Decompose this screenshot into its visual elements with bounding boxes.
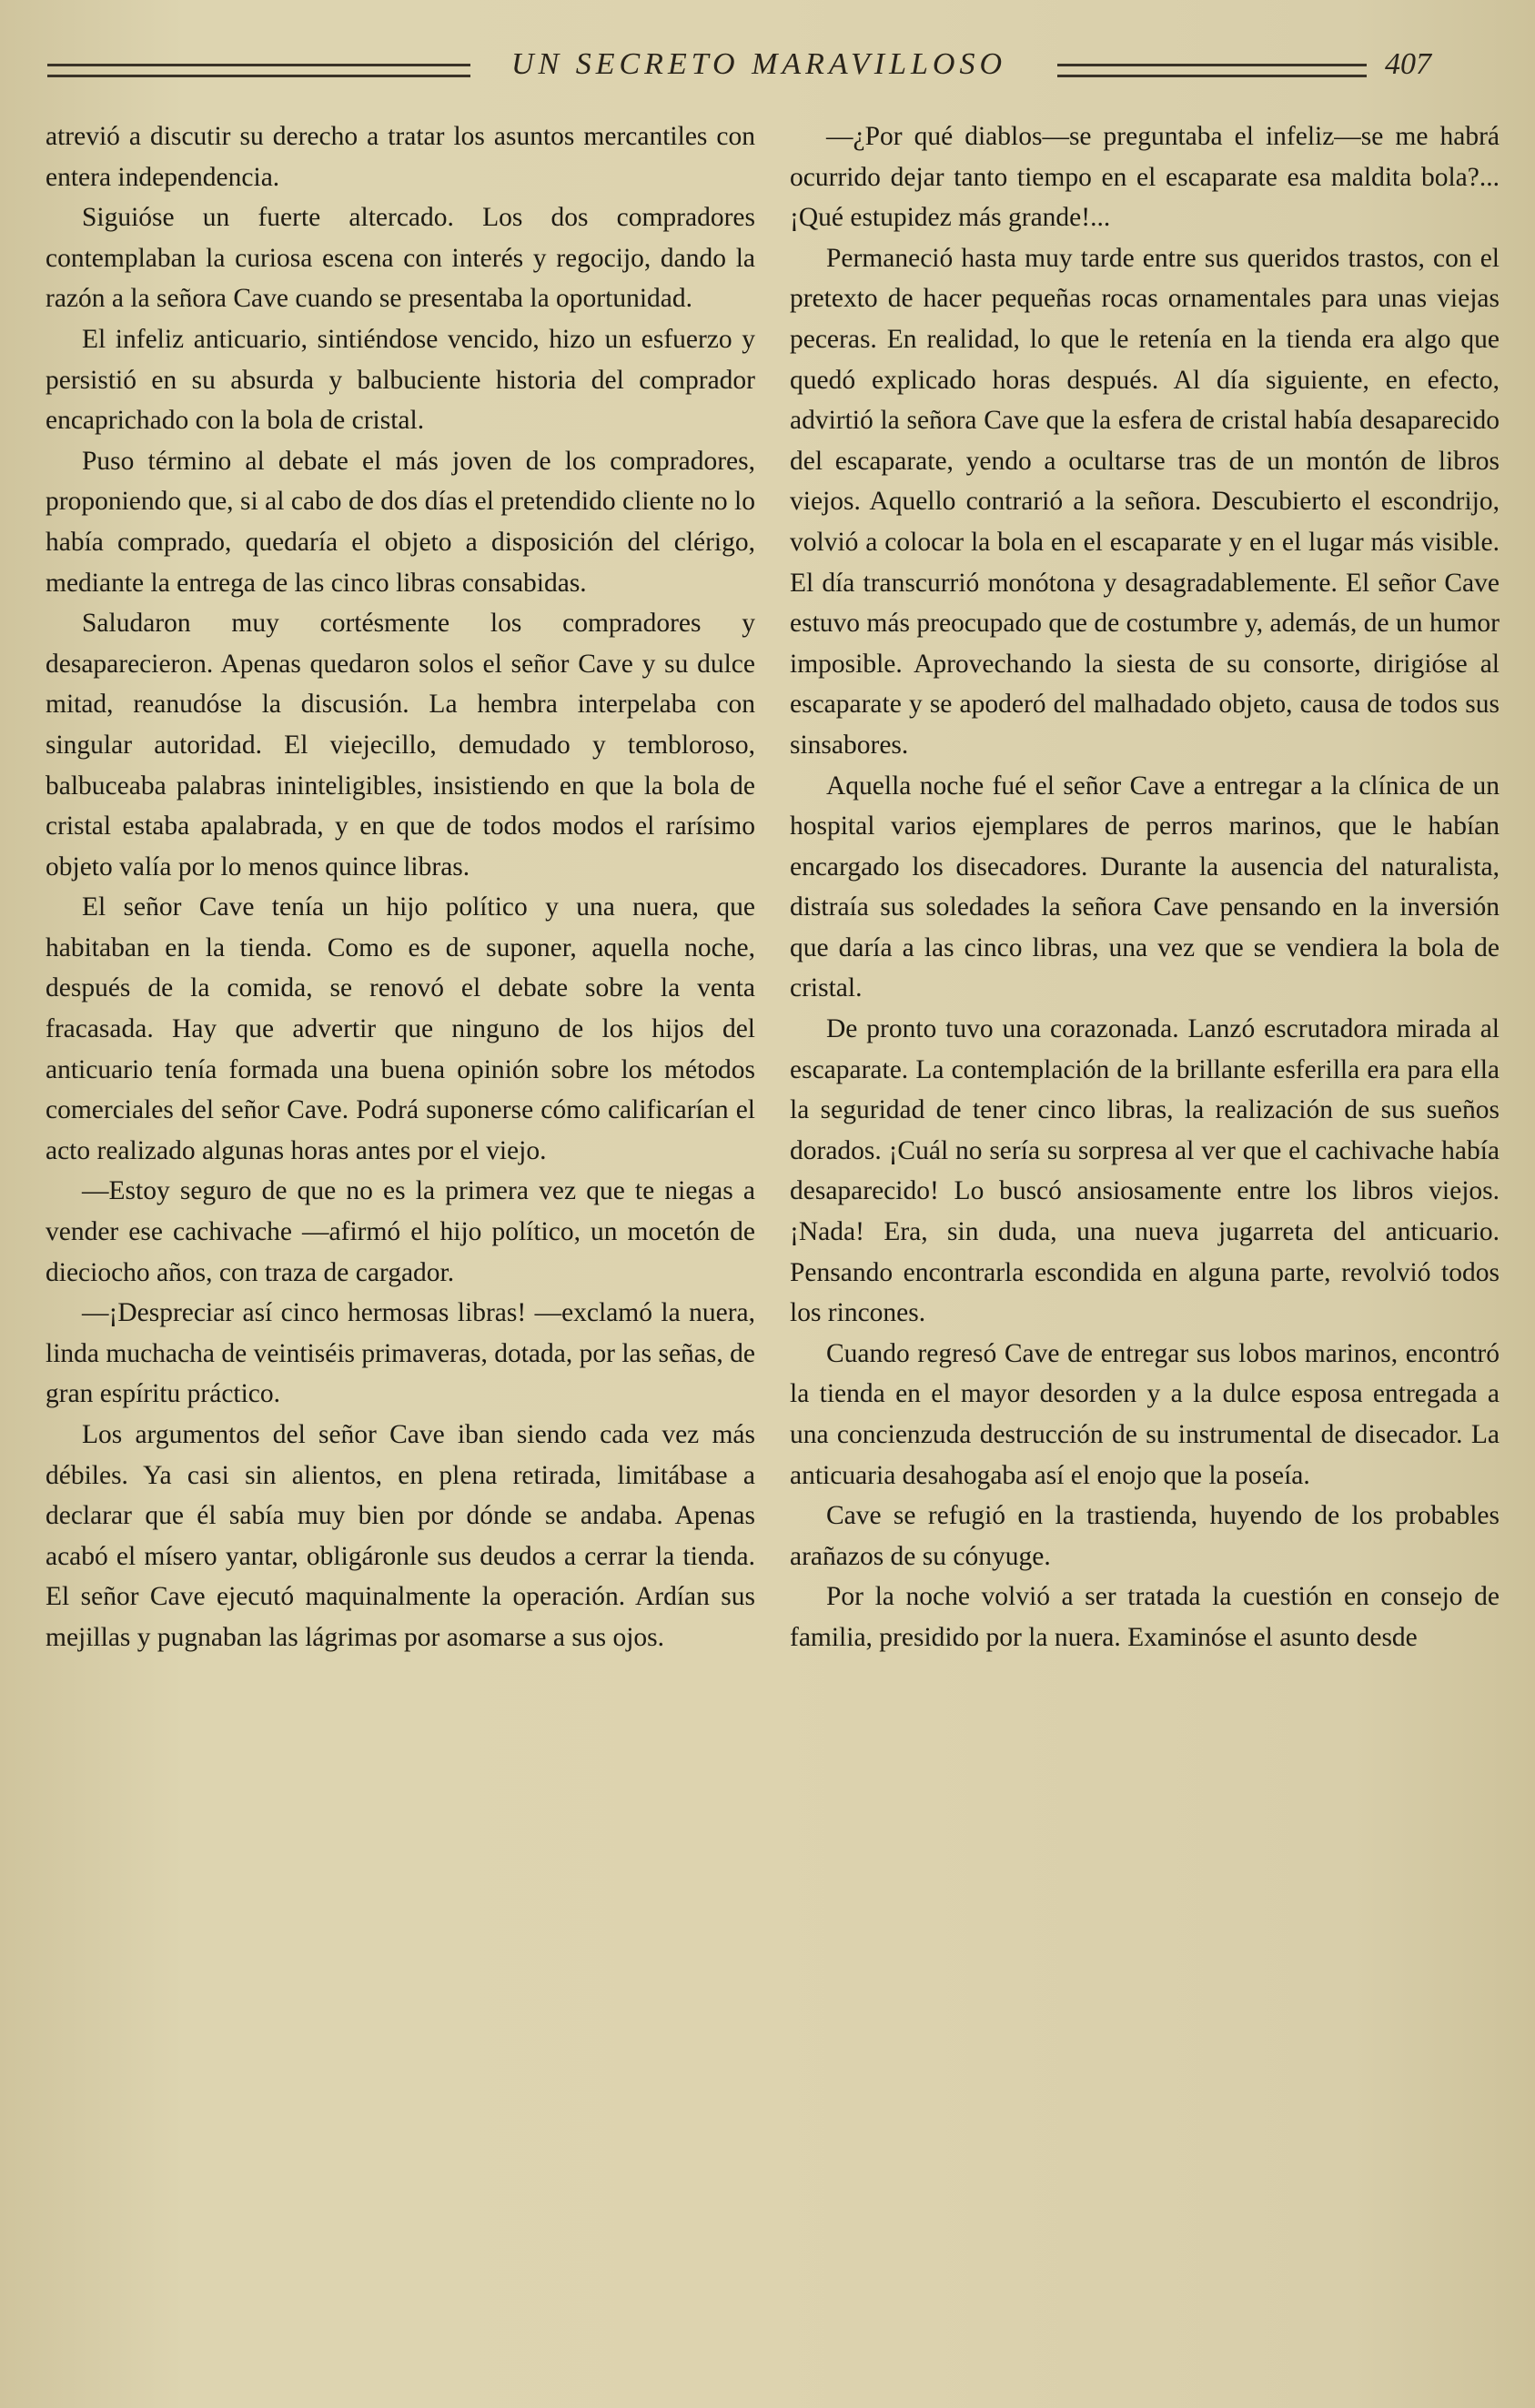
paragraph: El infeliz anticuario, sintiéndose vencido, hizo un esfuerzo y persistió en su absurda y balbuciente historia del comprador encaprichado con la bola de cristal. <box>45 324 755 436</box>
paragraph: Cuando regresó Cave de entregar sus lobos marinos, encontró la tienda en el mayor desorden y a la dulce esposa entregada a una concienzuda destrucción de su instrumental de disecador. La anticuaria desahogaba así el enojo que la poseía. <box>790 1338 1500 1490</box>
left-column <box>45 116 755 1658</box>
paragraph: atrevió a discutir su derecho a tratar los asuntos mercantiles con entera independencia. <box>45 122 755 192</box>
paragraph: De pronto tuvo una corazonada. Lanzó escrutadora mirada al escaparate. La contemplación de la brillante esferilla era para ella la seguridad de tener cinco libras, la realización de sus sueños dorados. ¡Cuál no sería su sorpresa al ver que el cachivache había desaparecido! Lo buscó ansiosamente entre los libros viejos. ¡Nada! Era, sin duda, una nueva jugarreta del anticuario. Pensando encontrarla escondida en alguna parte, revolvió todos los rincones. <box>790 1014 1500 1328</box>
paragraph: —¿Por qué diablos—se preguntaba el infeliz—se me habrá ocurrido dejar tanto tiempo en el escaparate esa maldita bola?... ¡Qué estupidez más grande!... <box>790 122 1500 233</box>
paragraph: Puso término al debate el más joven de los compradores, proponiendo que, si al cabo de dos días el pretendido cliente no lo había comprado, quedaría el objeto a disposición del clérigo, mediante la entrega de las cinco libras consabidas. <box>45 446 755 598</box>
paragraph: Saludaron muy cortésmente los compradores y desaparecieron. Apenas quedaron solos el señor Cave y su dulce mitad, reanudóse la discusión. La hembra interpelaba con singular autoridad. El viejecillo, demudado y tembloroso, balbuceaba palabras ininteligibles, insistiendo en que la bola de cristal estaba apalabrada, y en que de todos modos el rarísimo objeto valía por lo menos quince libras. <box>45 609 755 882</box>
paragraph: Aquella noche fué el señor Cave a entregar a la clínica de un hospital varios ejemplares de perros marinos, que le habían encargado los disecadores. Durante la ausencia del naturalista, distraía sus soledades la señora Cave pensando en la inversión que daría a las cinco libras, una vez que se vendiera la bola de cristal. <box>790 771 1500 1003</box>
paragraph: Cave se refugió en la trastienda, huyendo de los probables arañazos de su cónyuge. <box>790 1501 1500 1571</box>
header-rule-left <box>47 64 470 77</box>
paragraph: Los argumentos del señor Cave iban siendo cada vez más débiles. Ya casi sin alientos, en plena retirada, limitábase a declarar que él sabía muy bien por dónde se andaba. Apenas acabó el mísero yantar, obligáronle sus deudos a cerrar la tienda. El señor Cave ejecutó maquinalmente la operación. Ardían sus mejillas y pugnaban las lágrimas por asomarse a sus ojos. <box>45 1420 755 1652</box>
paragraph: Siguióse un fuerte altercado. Los dos compradores contemplaban la curiosa escena con interés y regocijo, dando la razón a la señora Cave cuando se presentaba la oportunidad. <box>45 203 755 314</box>
running-header <box>47 44 1439 98</box>
page-number: 407 <box>1385 47 1431 81</box>
right-column <box>790 116 1500 1658</box>
running-title: UN SECRETO MARAVILLOSO <box>511 47 1007 81</box>
header-rule-right <box>1057 64 1367 77</box>
paragraph: Por la noche volvió a ser tratada la cuestión en consejo de familia, presidido por la nuera. Examinóse el asunto desde <box>790 1582 1500 1652</box>
paragraph: Permaneció hasta muy tarde entre sus queridos trastos, con el pretexto de hacer pequeñas rocas ornamentales para unas viejas peceras. En realidad, lo que le retenía en la tienda era algo que quedó explicado horas después. Al día siguiente, en efecto, advirtió la señora Cave que la esfera de cristal había desaparecido del escaparate, yendo a ocultarse tras de un montón de libros viejos. Aquello contrarió a la señora. Descubierto el escondrijo, volvió a colocar la bola en el escaparate y en el lugar más visible. El día transcurrió monótona y desagradablemente. El señor Cave estuvo más preocupado que de costumbre y, además, de un humor imposible. Aprovechando la siesta de su consorte, dirigióse al escaparate y se apoderó del malhadado objeto, causa de todos sus sinsabores. <box>790 243 1500 760</box>
paragraph: El señor Cave tenía un hijo político y una nuera, que habitaban en la tienda. Como es de suponer, aquella noche, después de la comida, se renovó el debate sobre la venta fracasada. Hay que advertir que ninguno de los hijos del anticuario tenía formada una buena opinión sobre los métodos comerciales del señor Cave. Podrá suponerse cómo calificarían el acto realizado algunas horas antes por el viejo. <box>45 892 755 1165</box>
paragraph: —Estoy seguro de que no es la primera vez que te niegas a vender ese cachivache —afirmó el hijo político, un mocetón de dieciocho años, con traza de cargador. <box>45 1176 755 1287</box>
paragraph: —¡Despreciar así cinco hermosas libras! —exclamó la nuera, linda muchacha de veintiséis primaveras, dotada, por las señas, de gran espíritu práctico. <box>45 1298 755 1409</box>
